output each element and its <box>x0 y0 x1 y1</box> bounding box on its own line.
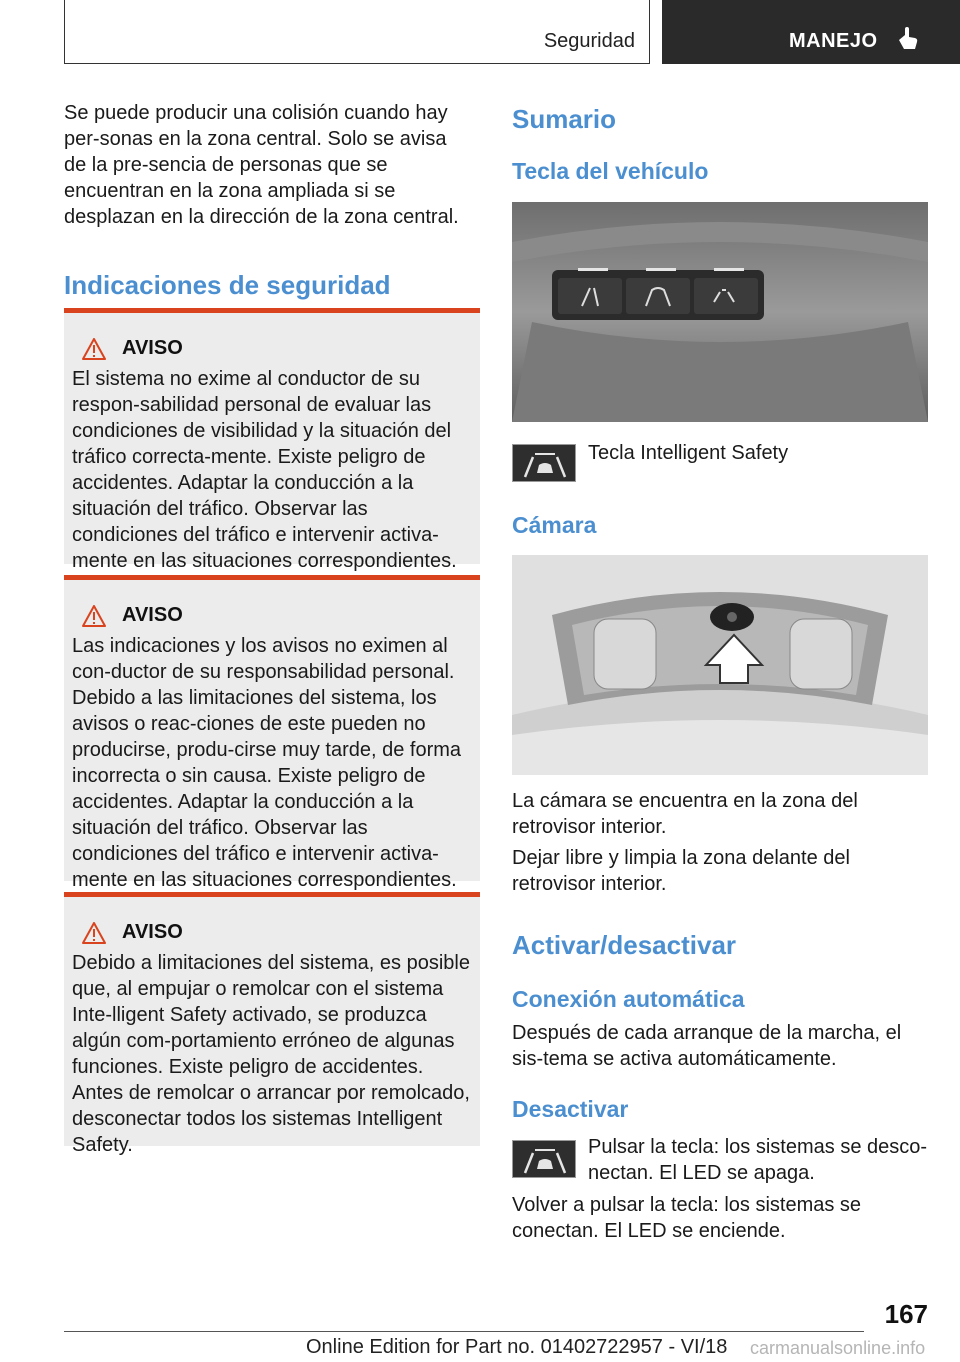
left-column <box>64 100 480 301</box>
warning-box-3 <box>64 892 480 1156</box>
header-chapter-tab <box>662 0 960 64</box>
warning-title: AVISO <box>122 337 183 359</box>
warning-triangle-icon <box>82 922 106 944</box>
steering-hand-icon <box>895 26 921 52</box>
footer-edition: Online Edition for Part no. 01402722957 - VI/18 <box>306 1336 728 1358</box>
warning-triangle-icon <box>82 605 106 627</box>
desactivar-text: Pulsar la tecla: los sistemas se desco-nectan. El LED se apaga. <box>588 1136 928 1184</box>
warning-triangle-icon <box>82 338 106 360</box>
header-chapter-label: MANEJO <box>789 30 878 52</box>
conexion-heading: Conexión automática <box>512 986 745 1012</box>
warning-text: Las indicaciones y los avisos no eximen al con-ductor de su responsabilidad personal. Debido a las limitaciones del sistema, los avisos o reac-ciones de este pueden no producirse, produ-cirse muy tarde, de forma incorrecta o sin causa. Existe peligro de accidentes. Adaptar la conducción a la situación del tráfico. Observar las condiciones del tráfico e intervenir activa-mente en las situaciones correspondientes. <box>72 635 462 891</box>
camera-location-photo <box>512 555 928 775</box>
intelligent-safety-key-icon <box>512 444 576 482</box>
warning-box-2 <box>64 575 480 891</box>
page-number: 167 <box>884 1299 928 1329</box>
camara-heading: Cámara <box>512 512 597 538</box>
volver-text: Volver a pulsar la tecla: los sistemas se conectan. El LED se enciende. <box>512 1194 862 1242</box>
intro-paragraph: Se puede producir una colisión cuando hay per-sonas en la zona central. Solo se avisa de la pre-sencia de personas que se encuentran en la zona ampliada si se desplazan en la dirección de la zona central. <box>64 102 459 228</box>
warning-box-1 <box>64 308 480 572</box>
tecla-caption: Tecla Intelligent Safety <box>588 442 789 464</box>
tecla-heading: Tecla del vehículo <box>512 158 709 184</box>
header-section-title: Seguridad <box>543 30 635 52</box>
button-panel-photo <box>512 202 928 422</box>
warning-text: Debido a limitaciones del sistema, es posible que, al empujar o remolcar con el sistema Inte-lligent Safety activado, se produzca algún com-portamiento erróneo de algunas funciones. Existe peligro de accidentes. Antes de remolcar o arrancar por remolcado, desconectar todos los sistemas Intelligent Safety. <box>72 952 470 1156</box>
activar-heading: Activar/desactivar <box>512 930 737 960</box>
footer-divider <box>64 1331 864 1332</box>
conexion-text: Después de cada arranque de la marcha, el sis-tema se activa automáticamente. <box>512 1022 902 1070</box>
watermark: carmanualsonline.info <box>750 1338 926 1358</box>
warning-text: El sistema no exime al conductor de su respon-sabilidad personal de evaluar las condiciones de visibilidad y la situación del tráfico correcta-mente. Existe peligro de accidentes. Adaptar la conducción a la situación del tráfico. Observar las condiciones del tráfico e intervenir activa-mente en las situaciones correspondientes. <box>72 368 457 572</box>
desactivar-heading: Desactivar <box>512 1096 629 1122</box>
warning-title: AVISO <box>122 604 183 626</box>
camara-text-2: Dejar libre y limpia la zona delante del retrovisor interior. <box>512 847 850 895</box>
warning-title: AVISO <box>122 921 183 943</box>
safety-heading: Indicaciones de seguridad <box>64 270 391 300</box>
header-section-box <box>64 0 650 64</box>
sumario-heading: Sumario <box>512 104 617 134</box>
camara-text-1: La cámara se encuentra en la zona del retrovisor interior. <box>512 790 858 838</box>
intelligent-safety-key-icon <box>512 1140 576 1178</box>
